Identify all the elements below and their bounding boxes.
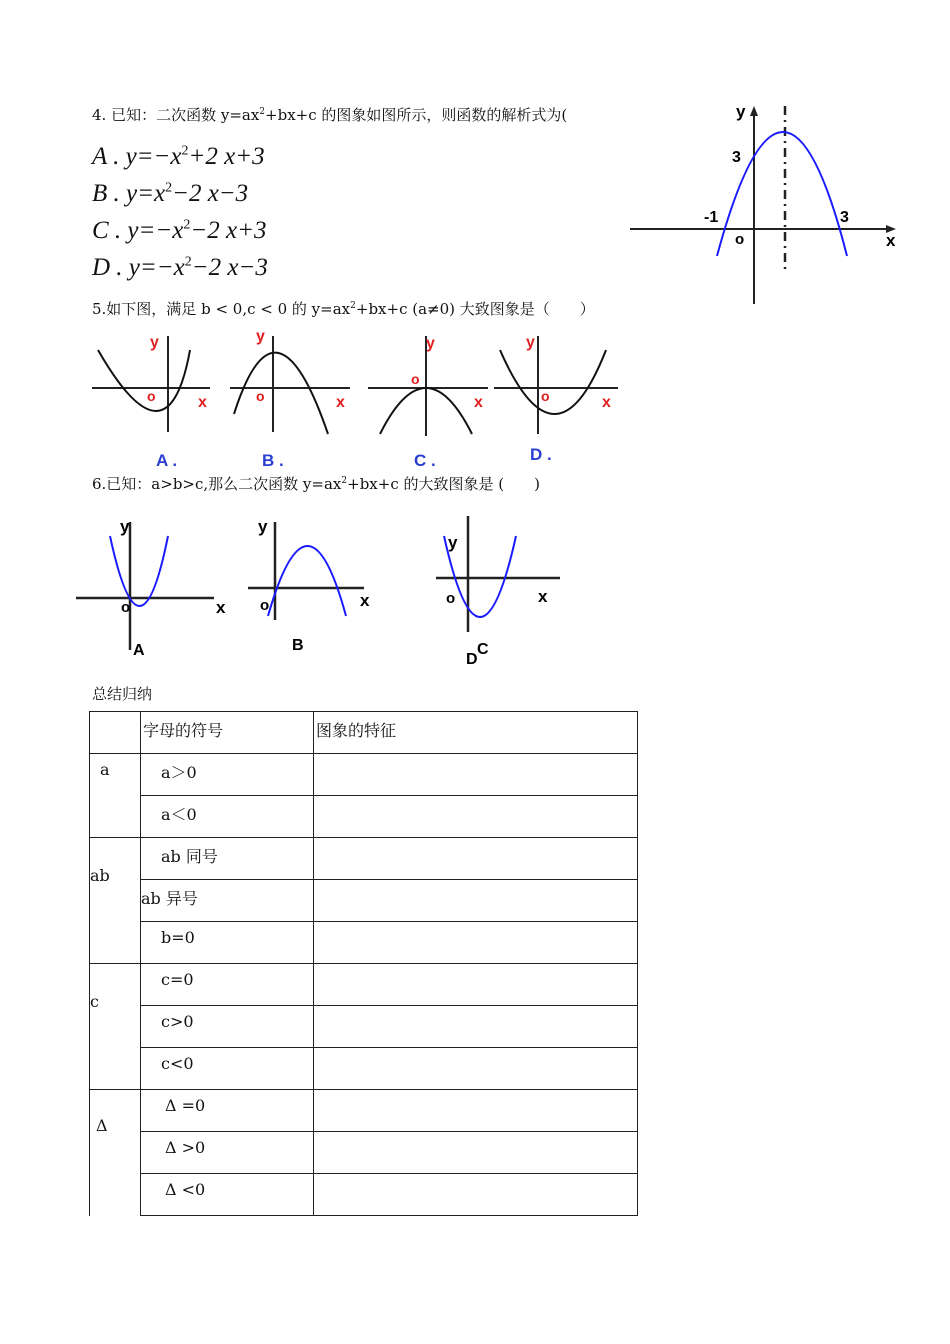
q6b-option-label: B	[292, 637, 304, 654]
q6a-x-label: x	[216, 598, 226, 617]
table-row	[90, 1132, 638, 1174]
sign-cell: ab 同号	[141, 838, 314, 880]
q5a-y-label: y	[150, 334, 159, 351]
q5c-y-label: y	[426, 335, 435, 352]
q4-left-root-label: -1	[704, 209, 719, 226]
q5b-origin: o	[256, 388, 265, 404]
table-row	[90, 880, 638, 922]
feature-cell[interactable]	[314, 922, 638, 964]
q6a-y-label: y	[120, 517, 130, 536]
feature-cell[interactable]	[314, 1132, 638, 1174]
sign-cell: c>0	[141, 1006, 314, 1048]
group-spacer	[90, 922, 141, 964]
q4-option-d: D . $y=-x^2-2$ x−3	[92, 254, 268, 281]
q6c-origin: o	[446, 590, 456, 607]
group-label-a: a	[90, 754, 141, 796]
header-cell-empty	[90, 712, 141, 754]
sign-cell: Δ <0	[141, 1174, 314, 1216]
sign-cell: a＞0	[141, 754, 314, 796]
q5-graph-d	[494, 334, 618, 464]
q5d-option-label: D .	[530, 445, 552, 464]
q5b-option-label: B .	[262, 451, 284, 470]
feature-cell[interactable]	[314, 880, 638, 922]
q6d-option-label: D	[466, 651, 478, 668]
table-row	[90, 838, 638, 880]
q5-stem: 5.如下图，满足 b < 0,c < 0 的 $y=ax^2+bx+c$ (a≠0) 大致图象是（ ）	[92, 300, 595, 318]
feature-cell[interactable]	[314, 838, 638, 880]
q5d-curve	[500, 350, 606, 414]
q4-y-intercept-label: 3	[732, 149, 741, 166]
feature-cell[interactable]	[314, 1006, 638, 1048]
q6a-origin: o	[121, 599, 131, 616]
q5-graph-c	[368, 335, 488, 470]
sign-cell: Δ =0	[141, 1090, 314, 1132]
q5-graph-a	[92, 334, 210, 470]
q5c-option-label: C .	[414, 451, 436, 470]
group-label-delta: Δ	[90, 1132, 141, 1174]
q5c-x-label: x	[474, 394, 483, 411]
summary-title: 总结归纳	[92, 685, 153, 703]
q5b-curve	[234, 353, 328, 434]
sign-cell: c=0	[141, 964, 314, 1006]
q4-right-root-label: 3	[840, 209, 849, 226]
group-label-ab: ab	[90, 880, 141, 922]
q5c-origin: o	[411, 371, 420, 387]
group-spacer	[90, 796, 141, 838]
table-row	[90, 796, 638, 838]
q6c-y-label: y	[448, 533, 458, 552]
q4-option-a: A . $y=-x^2+2$ x+3	[92, 143, 265, 170]
table-row	[90, 964, 638, 1006]
q6b-y-label: y	[258, 517, 268, 536]
sign-cell: c<0	[141, 1048, 314, 1090]
table-row	[90, 754, 638, 796]
table-row	[90, 1048, 638, 1090]
q6-graph-a	[76, 517, 226, 659]
q4-option-b: B . $y=x^2-2$ x−3	[92, 180, 249, 207]
q5d-y-label: y	[526, 334, 535, 351]
q6b-origin: o	[260, 597, 270, 614]
q4-y-label: y	[736, 102, 746, 121]
table-row	[90, 922, 638, 964]
q4-stem: 4. 已知：二次函数 $y=ax^2+bx+c$ 的图象如图所示，则函数的解析式为(	[92, 106, 568, 124]
q4-option-c: C . $y=-x^2-2$ x+3	[92, 217, 267, 244]
feature-cell[interactable]	[314, 796, 638, 838]
q4-parabola-graph	[624, 96, 914, 312]
q5-graph-b	[230, 328, 350, 470]
q5a-curve	[98, 350, 190, 411]
sign-cell: Δ >0	[141, 1132, 314, 1174]
q5b-x-label: x	[336, 394, 345, 411]
feature-cell[interactable]	[314, 1174, 638, 1216]
sign-cell: b=0	[141, 922, 314, 964]
sign-cell: a＜0	[141, 796, 314, 838]
q4-origin-label: o	[735, 231, 745, 248]
q5a-option-label: A .	[156, 451, 178, 470]
q6-graph-c	[436, 516, 560, 668]
group-spacer	[90, 1048, 141, 1090]
feature-cell[interactable]	[314, 964, 638, 1006]
table-row	[90, 1090, 638, 1132]
feature-cell[interactable]	[314, 754, 638, 796]
q6b-x-label: x	[360, 591, 370, 610]
q6c-x-label: x	[538, 587, 548, 606]
sign-cell: ab 异号	[141, 880, 314, 922]
group-spacer	[90, 1174, 141, 1216]
q5a-origin: o	[147, 388, 156, 404]
q6-stem: 6.已知：a>b>c,那么二次函数 $y=ax^2+bx+c$ 的大致图象是 ( )	[92, 475, 540, 493]
q6-graph-b	[248, 517, 370, 654]
header-cell-sign: 字母的符号	[141, 712, 314, 754]
q5d-origin: o	[541, 388, 550, 404]
q6a-curve	[110, 536, 168, 606]
feature-cell[interactable]	[314, 1090, 638, 1132]
summary-table	[89, 711, 638, 1216]
q5-graphs	[86, 322, 631, 470]
q6b-curve	[268, 546, 346, 616]
header-cell-feature: 图象的特征	[314, 712, 638, 754]
q6c-option-label: C	[477, 641, 489, 658]
q5a-x-label: x	[198, 394, 207, 411]
feature-cell[interactable]	[314, 1048, 638, 1090]
q5b-y-label: y	[256, 328, 265, 345]
table-row	[90, 1174, 638, 1216]
table-row	[90, 1006, 638, 1048]
group-label-c: c	[90, 1006, 141, 1048]
q6a-option-label: A	[133, 642, 145, 659]
q6-graphs	[70, 508, 570, 668]
q4-x-label: x	[886, 231, 896, 250]
q4-y-arrow-icon	[750, 106, 758, 116]
q5d-x-label: x	[602, 394, 611, 411]
table-header-row	[90, 712, 638, 754]
